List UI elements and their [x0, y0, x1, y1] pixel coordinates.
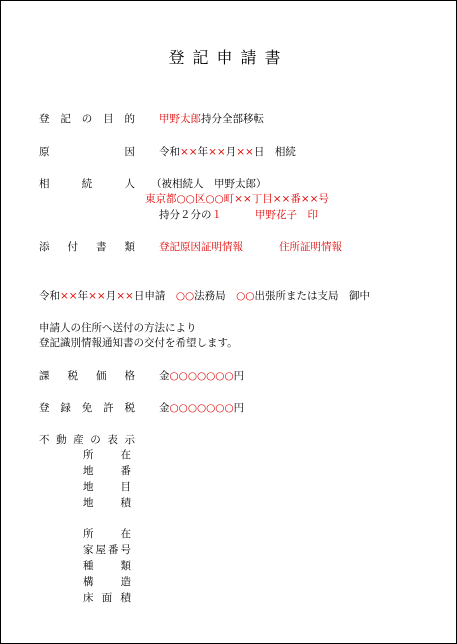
- property-field-label: 構 造: [83, 576, 131, 588]
- text-run: 日 相続: [253, 146, 296, 158]
- attachment-item-2: 住所証明情報: [279, 241, 342, 253]
- attachments-label: 添 付 書 類: [39, 241, 135, 253]
- property-heading-row: [39, 433, 135, 447]
- purpose-value-name: 甲野太郎: [159, 113, 201, 125]
- property-field-label: 家 屋 番 号: [83, 544, 131, 556]
- cause-row: [39, 145, 135, 159]
- text-run: 月: [105, 290, 117, 302]
- text-run: ××: [208, 146, 226, 158]
- attachments-row: [39, 240, 135, 254]
- purpose-value-text: 持分全部移転: [201, 113, 264, 125]
- property-field-label: 地 番: [83, 465, 131, 477]
- tax-value-label: 課 税 価 格: [39, 370, 135, 382]
- purpose-row: [39, 112, 135, 126]
- tax-value-amount: [159, 369, 244, 383]
- purpose-label: 登 記 の 目 的: [39, 113, 135, 125]
- page-title: 登記申請書: [168, 48, 289, 67]
- text-run: ××: [60, 290, 78, 302]
- heir-label: 相 続 人: [39, 178, 135, 190]
- heir-share-value: １: [211, 209, 222, 221]
- text-run: ××: [88, 290, 106, 302]
- registration-tax-row: [39, 401, 135, 415]
- text-run: 日申請: [133, 290, 176, 302]
- property-field-label: 所 在: [83, 528, 131, 540]
- registration-tax-suffix: 円: [233, 402, 245, 414]
- registration-tax-amount: [159, 401, 244, 415]
- property-field-label: 地 積: [83, 497, 131, 509]
- text-run: ××: [116, 290, 134, 302]
- heir-address: 東京都○○区○○町××丁目××番××号: [145, 193, 329, 205]
- registration-tax-prefix: 金: [159, 402, 170, 414]
- property-heading: 不 動 産 の 表 示: [39, 434, 135, 446]
- heir-share-prefix: 持分２分の: [159, 209, 212, 221]
- property-field-label: 種 類: [83, 560, 131, 572]
- text-run: 年: [197, 146, 209, 158]
- text-run: 月: [225, 146, 237, 158]
- text-run: ○○: [175, 290, 195, 302]
- purpose-value: [159, 112, 264, 126]
- tax-value-number: ○○○○○○○: [169, 370, 234, 382]
- filing-line: [39, 289, 370, 303]
- tax-value-prefix: 金: [159, 370, 170, 382]
- property-field-label: 地 目: [83, 481, 131, 493]
- notice-line-1: 申請人の住所へ送付の方法により: [39, 322, 197, 334]
- text-run: ××: [180, 146, 198, 158]
- registration-tax-number: ○○○○○○○: [169, 402, 234, 414]
- text-run: ○○: [236, 290, 255, 302]
- heir-share: [159, 208, 222, 222]
- notice-line-2: 登記識別情報通知書の交付を希望します。: [39, 337, 238, 349]
- heir-decedent: （被相続人 甲野太郎）: [151, 178, 267, 190]
- text-run: 年: [77, 290, 89, 302]
- text-run: ××: [236, 146, 254, 158]
- tax-value-row: [39, 369, 135, 383]
- text-run: 法務局: [194, 290, 237, 302]
- text-run: 出張所または支局 御中: [254, 290, 370, 302]
- heir-name: 甲野花子 印: [255, 209, 318, 221]
- attachment-item-1: 登記原因証明情報: [159, 241, 243, 253]
- tax-value-suffix: 円: [233, 370, 245, 382]
- property-field-label: 床 面 積: [83, 592, 131, 604]
- text-run: 令和: [39, 290, 60, 302]
- cause-value: [159, 145, 296, 159]
- heir-row: [39, 177, 135, 191]
- registration-tax-label: 登 録 免 許 税: [39, 402, 135, 414]
- property-field-label: 所 在: [83, 449, 131, 461]
- text-run: 令和: [159, 146, 180, 158]
- cause-label: 原 因: [39, 146, 135, 158]
